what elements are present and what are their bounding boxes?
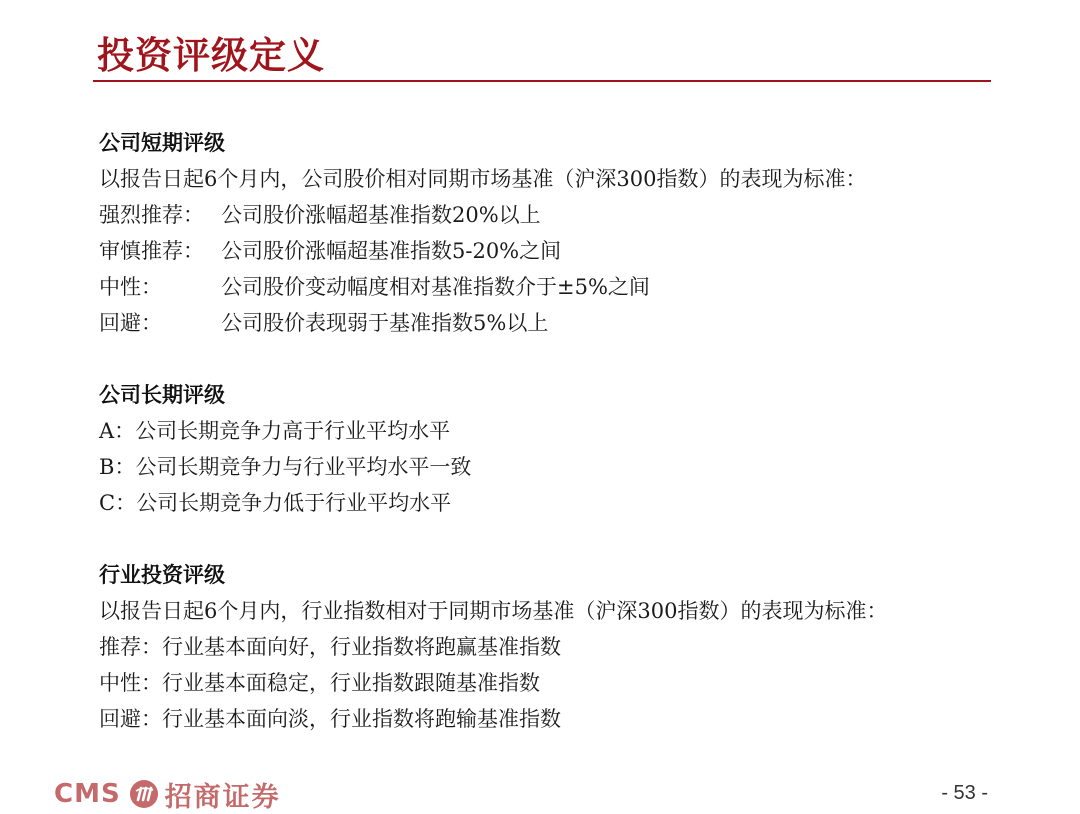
rating-label: 中性： [99, 671, 162, 695]
rating-row [99, 233, 999, 269]
rating-description: 公司长期竞争力高于行业平均水平 [135, 419, 451, 443]
rating-row [99, 269, 999, 305]
section-heading: 公司长期评级 [99, 383, 225, 407]
rating-label: 回避： [99, 311, 162, 335]
rating-row [99, 449, 999, 485]
rating-description: 公司股价表现弱于基准指数5%以上 [221, 311, 549, 335]
rating-label: A： [99, 419, 136, 443]
rating-row [99, 665, 999, 701]
rating-label: 回避： [99, 707, 162, 731]
title-divider [93, 80, 991, 82]
rating-description: 行业基本面向淡，行业指数将跑输基准指数 [162, 707, 561, 731]
rating-row [99, 413, 999, 449]
rating-description: 公司股价变动幅度相对基准指数介于±5%之间 [221, 275, 650, 299]
rating-description: 公司股价涨幅超基准指数5-20%之间 [221, 239, 562, 263]
rating-row [99, 701, 999, 737]
rating-description: 公司长期竞争力低于行业平均水平 [136, 491, 452, 515]
page-number: - 53 - [941, 782, 988, 804]
section-heading: 行业投资评级 [99, 563, 225, 587]
logo-text-cn: 招商证券 [164, 781, 281, 813]
rating-label: 推荐： [99, 635, 162, 659]
rating-label: 强烈推荐： [99, 203, 204, 227]
rating-row [99, 629, 999, 665]
page-title: 投资评级定义 [97, 34, 325, 77]
company-long-term-section [99, 377, 999, 521]
rating-description: 公司长期竞争力与行业平均水平一致 [135, 455, 472, 479]
rating-definitions [99, 125, 999, 737]
rating-description: 行业基本面向好，行业指数将跑赢基准指数 [162, 635, 561, 659]
cms-emblem-icon [129, 779, 159, 809]
section-heading: 公司短期评级 [99, 131, 225, 155]
rating-description: 行业基本面稳定，行业指数跟随基准指数 [162, 671, 540, 695]
rating-label: 审慎推荐： [99, 239, 204, 263]
rating-label: 中性： [99, 275, 162, 299]
rating-description: 公司股价涨幅超基准指数20%以上 [221, 203, 541, 227]
section-intro: 以报告日起6个月内，行业指数相对于同期市场基准（沪深300指数）的表现为标准： [99, 599, 888, 623]
company-logo [54, 776, 281, 812]
rating-row [99, 305, 999, 341]
rating-row [99, 197, 999, 233]
rating-label: B： [99, 455, 136, 479]
section-intro: 以报告日起6个月内，公司股价相对同期市场基准（沪深300指数）的表现为标准： [99, 167, 867, 191]
industry-rating-section [99, 557, 999, 737]
logo-text: CMS [54, 779, 121, 809]
company-short-term-section [99, 125, 999, 341]
rating-label: C： [99, 491, 137, 515]
rating-row [99, 485, 999, 521]
